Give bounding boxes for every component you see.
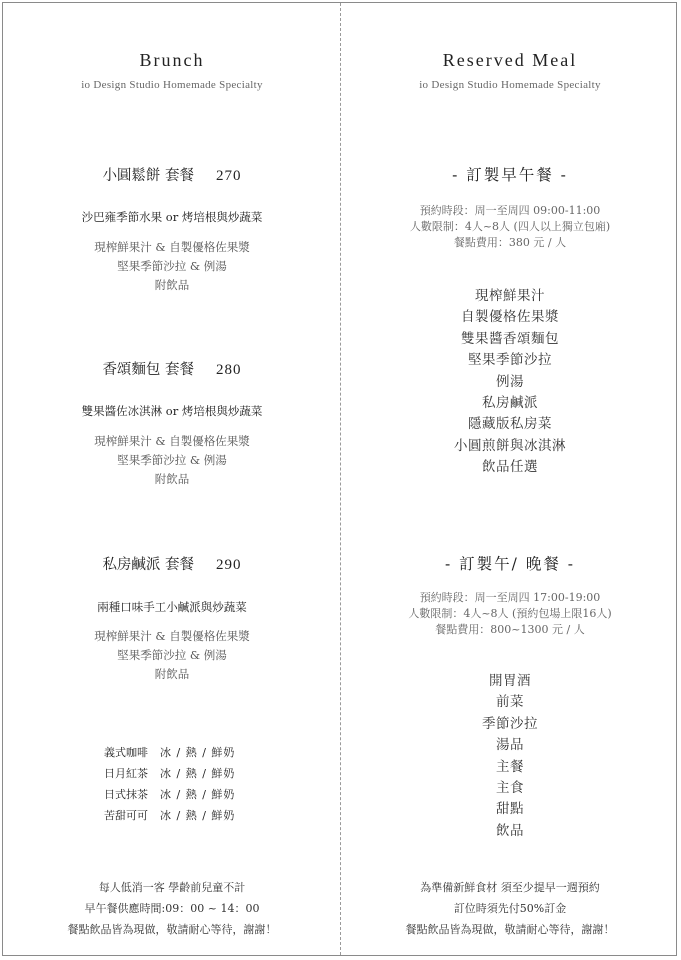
course-item: 甜點	[496, 801, 524, 818]
set-main-dish: 雙果醬佐冰淇淋 or 烤培根與炒蔬菜	[81, 404, 263, 418]
course-item: 雙果醬香頌麵包	[461, 330, 559, 347]
course-item: 現榨鮮果汁	[475, 288, 545, 304]
info-line: 人數限制：4人~8人 (預約包場上限16人)	[408, 607, 612, 620]
reserved-notes	[342, 877, 678, 940]
reserved-dinner-courses	[342, 671, 678, 842]
note-line: 每人低消一客 學齡前兒童不計	[98, 881, 246, 894]
include-item: 附飲品	[154, 472, 190, 486]
set-pancake-title	[4, 164, 340, 185]
note-line: 餐點飲品皆為現做，敬請耐心等待，謝謝！	[405, 923, 615, 936]
info-line: 人數限制：4人~8人 (四人以上獨立包廂)	[409, 220, 611, 233]
reserved-dinner-info	[342, 590, 678, 638]
set-croissant-title	[4, 358, 340, 379]
course-item: 小圓煎餅與冰淇淋	[454, 437, 566, 454]
reserved-brunch-info	[342, 203, 678, 251]
course-item: 自製優格佐果漿	[461, 309, 559, 326]
course-item: 主食	[496, 780, 524, 797]
reserved-brunch-courses	[342, 286, 678, 479]
set-includes	[4, 627, 340, 684]
set-name: 香頌麵包 套餐	[102, 362, 195, 378]
set-includes	[4, 432, 340, 489]
drink-item	[104, 742, 235, 763]
note-line: 早午餐供應時間:09：00 ~ 14：00	[84, 902, 260, 915]
drink-name: 日月紅茶	[104, 767, 148, 780]
include-item: 堅果季節沙拉 & 例湯	[117, 648, 227, 662]
include-item: 現榨鮮果汁 & 自製優格佐果漿	[94, 629, 250, 643]
course-item: 開胃酒	[489, 673, 531, 689]
set-name: 私房鹹派 套餐	[102, 557, 195, 573]
drink-item	[104, 784, 235, 805]
drink-options: 冰 / 熱 / 鮮奶	[160, 809, 236, 822]
course-item: 前菜	[496, 694, 524, 711]
reserved-column	[342, 0, 678, 960]
include-item: 附飲品	[154, 278, 190, 292]
brunch-heading: Brunch	[139, 50, 205, 70]
note-line: 為準備新鮮食材 須至少提早一週預約	[420, 881, 600, 894]
course-item: 湯品	[496, 737, 524, 754]
set-main-dish: 兩種口味手工小鹹派與炒蔬菜	[97, 600, 247, 614]
include-item: 現榨鮮果汁 & 自製優格佐果漿	[94, 434, 250, 448]
course-item: 私房鹹派	[482, 395, 538, 412]
info-line: 預約時段：周一至周四 09:00-11:00	[419, 204, 601, 217]
drink-name: 日式抹茶	[104, 788, 148, 801]
info-line: 預約時段：周一至周四 17:00-19:00	[419, 591, 601, 604]
drink-options: 冰 / 熱 / 鮮奶	[160, 767, 236, 780]
reserved-brunch-title: - 訂製早午餐 -	[452, 166, 568, 184]
set-main-dish: 沙巴雍季節水果 or 烤培根與炒蔬菜	[81, 210, 263, 224]
column-divider	[340, 3, 341, 955]
set-quiche-title	[4, 553, 340, 574]
set-includes	[4, 238, 340, 295]
brunch-column	[4, 0, 340, 960]
note-line: 訂位時須先付50%訂金	[453, 902, 567, 915]
note-line: 餐點飲品皆為現做，敬請耐心等待，謝謝！	[67, 923, 277, 936]
course-item: 例湯	[496, 373, 524, 390]
course-item: 隱藏版私房菜	[468, 416, 552, 433]
reserved-heading: Reserved Meal	[442, 50, 578, 70]
set-price: 270	[216, 168, 242, 184]
drink-name: 義式咖啡	[104, 746, 148, 759]
reserved-dinner-title: - 訂製午/ 晚餐 -	[445, 555, 575, 573]
course-item: 飲品任選	[482, 459, 538, 476]
include-item: 附飲品	[154, 667, 190, 681]
reserved-subtitle: io Design Studio Homemade Specialty	[419, 79, 601, 91]
drink-options: 冰 / 熱 / 鮮奶	[160, 746, 236, 759]
include-item: 現榨鮮果汁 & 自製優格佐果漿	[94, 240, 250, 254]
course-item: 飲品	[496, 822, 524, 839]
course-item: 堅果季節沙拉	[468, 352, 552, 369]
course-item: 季節沙拉	[482, 715, 538, 732]
drink-list	[104, 742, 235, 826]
set-name: 小圓鬆餅 套餐	[102, 168, 195, 184]
set-price: 290	[216, 557, 242, 573]
drink-name: 苦甜可可	[104, 809, 148, 822]
info-line: 餐點費用：380 元 / 人	[453, 236, 567, 249]
include-item: 堅果季節沙拉 & 例湯	[117, 259, 227, 273]
include-item: 堅果季節沙拉 & 例湯	[117, 453, 227, 467]
drink-item	[104, 805, 235, 826]
set-price: 280	[216, 362, 242, 378]
course-item: 主餐	[496, 758, 524, 775]
info-line: 餐點費用：800~1300 元 / 人	[435, 623, 585, 636]
drink-options: 冰 / 熱 / 鮮奶	[160, 788, 236, 801]
brunch-subtitle: io Design Studio Homemade Specialty	[81, 79, 263, 91]
brunch-notes	[4, 877, 340, 940]
drink-item	[104, 763, 235, 784]
